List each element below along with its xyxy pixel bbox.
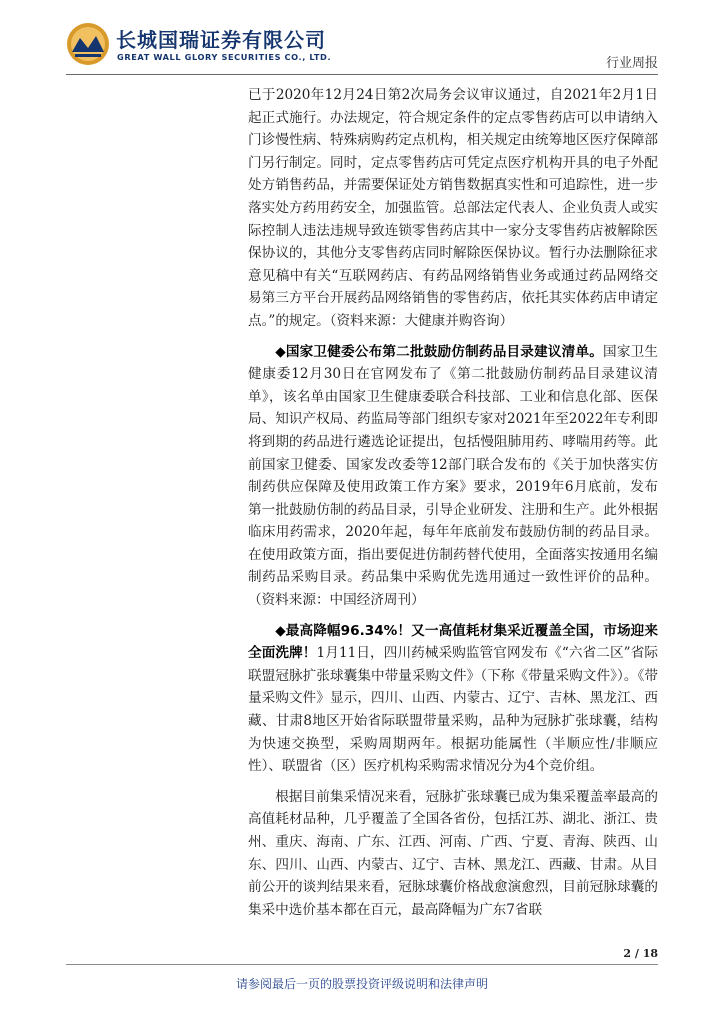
paragraph-generic-drug-list (248, 341, 658, 612)
footer-divider (66, 964, 658, 965)
news-body-balloon-procurement: 1月11日，四川药械采购监管官网发布《“六省二区”省际联盟冠脉扩张球囊集中带量采购文件》（下称《带量采购文件》）。《带量采购文件》显示，四川、山西、内蒙古、辽宁、吉林、黑龙江、西藏、甘肃8地区开始省际联盟带量采购，品种为冠脉扩张球囊，结构为快速交换型，采购周期两年。根据功能属性（半顺应性/非顺应性）、联盟省（区）医疗机构采购需求情况分为4个竞价组。 (248, 645, 659, 775)
news-headline-balloon-procurement: ◆最高降幅96.34%！又一高值耗材集采近覆盖全国，市场迎来全面洗牌！ (248, 622, 658, 662)
page-number: 2 / 18 (623, 947, 658, 960)
report-type-label: 行业周报 (605, 56, 658, 71)
header-divider (66, 74, 658, 75)
news-body-generic-drugs: 国家卫生健康委12月30日在官网发布了《第二批鼓励仿制药品目录建议清单》，该名单由国家卫生健康委联合科技部、工业和信息化部、医保局、知识产权局、药监局等部门组织专家对2021年至2022年专利即将到期的药品进行遴选论证提出，包括慢阻肺用药、哮喘用药等。此前国家卫健委、国家发改委等12部门联合发布的《关于加快落实仿制药供应保障及使用政策工作方案》要求，2019年6月底前，发布第一批鼓励仿制的药品目录，引导企业研发、注册和生产。此外根据临床用药需求，2020年起，每年年底前发布鼓励仿制的药品目录。在使用政策方面，指出要促进仿制药替代使用，全面落实按通用名编制药品采购目录。药品集中采购优先选用通过一致性评价的品种。（资料来源：中国经济周刊） (248, 343, 659, 609)
news-headline-generic-drugs: ◆国家卫健委公布第二批鼓励仿制药品目录建议清单。 (275, 343, 604, 360)
company-name-en: GREAT WALL GLORY SECURITIES CO., LTD. (117, 52, 332, 62)
great-wall-glory-logo-icon (66, 22, 110, 66)
company-name-cn: 长城国瑞证券有限公司 (116, 28, 326, 52)
paragraph-procurement-coverage: 根据目前集采情况来看，冠脉扩张球囊已成为集采覆盖率最高的高值耗材品种，几乎覆盖了全国各省份，包括江苏、湖北、浙江、贵州、重庆、海南、广东、江西、河南、广西、宁夏、青海、陕西、山东、四川、山西、内蒙古、辽宁、吉林、黑龙江、西藏、甘肃。从目前公开的谈判结果来看，冠脉球囊价格战愈演愈烈，目前冠脉球囊的集采中选价基本都在百元，最高降幅为广东7省联 (248, 788, 658, 918)
paragraph-balloon-procurement (248, 620, 658, 778)
report-body (248, 84, 658, 929)
paragraph-pharmacy-policy: 已于2020年12月24日第2次局务会议审议通过，自2021年2月1日起正式施行。办法规定，符合规定条件的定点零售药店可以申请纳入门诊慢性病、特殊病购药定点机构，相关规定由统筹地区医疗保障部门另行制定。同时，定点零售药店可凭定点医疗机构开具的电子外配处方销售药品，并需要保证处方销售数据真实性和可追踪性，进一步落实处方药用药安全，加强监管。总部法定代表人、企业负责人或实际控制人违法违规导致连锁零售药店其中一家分支零售药店被解除医保协议的，其他分支零售药店同时解除医保协议。暂行办法删除征求意见稿中有关“互联网药店、有药品网络销售业务或通过药品网络交易第三方平台开展药品网络销售的零售药店，依托其实体药店申请定点。”的规定。（资料来源：大健康并购咨询） (248, 87, 658, 329)
page-header (0, 0, 724, 78)
footer-disclaimer: 请参阅最后一页的股票投资评级说明和法律声明 (235, 977, 488, 991)
